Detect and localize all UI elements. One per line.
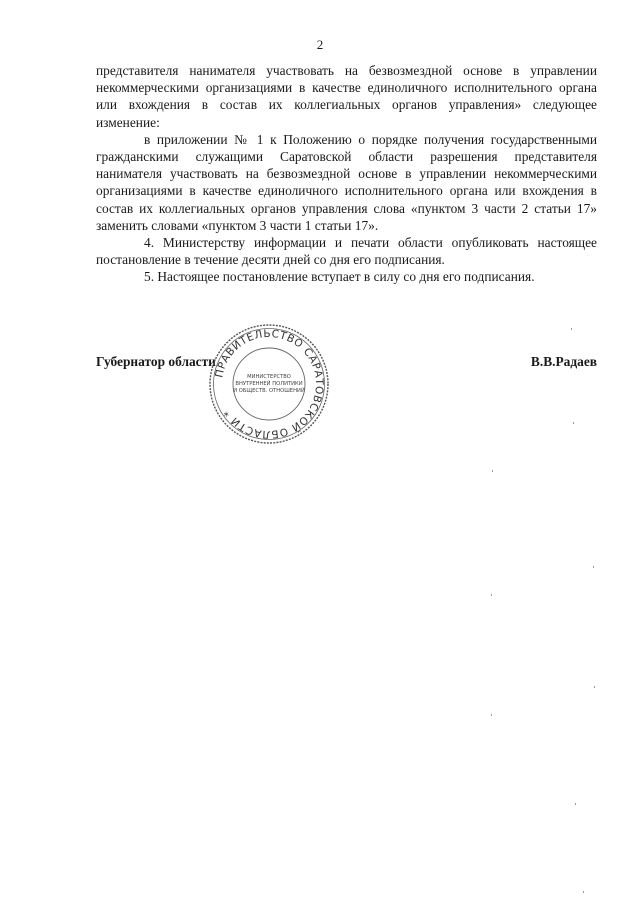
scan-speck xyxy=(491,714,492,716)
scan-speck xyxy=(573,422,574,424)
scan-speck xyxy=(571,328,572,330)
seal-center-line-3: И ОБЩЕСТВ. ОТНОШЕНИЙ xyxy=(233,388,305,394)
document-body xyxy=(96,62,597,286)
scan-speck xyxy=(583,891,584,893)
seal-center-line-2: ВНУТРЕННЕЙ ПОЛИТИКИ xyxy=(235,381,303,387)
scan-speck xyxy=(492,470,493,472)
official-seal xyxy=(207,322,331,446)
seal-ring-text: ПРАВИТЕЛЬСТВО САРАТОВСКОЙ ОБЛАСТИ * xyxy=(213,327,326,441)
paragraph-amendment: в приложении № 1 к Положению о порядке получения государственными гражданскими служащими Саратовской области разрешения представителя нанимателя участвовать на безвозмездной основе в управлении некоммерческими организациями в качестве единоличного исполнительного органа или вхождения в состав их коллегиальных органов управления слова «пунктом 3 части 2 статьи 17» заменить словами «пунктом 3 части 1 статьи 17». xyxy=(96,131,597,233)
scan-speck xyxy=(491,594,492,596)
seal-center-line-1: МИНИСТЕРСТВО xyxy=(247,374,291,380)
signatory-name: В.В.Радаев xyxy=(530,354,597,369)
seal-graphic xyxy=(207,322,331,446)
scan-speck xyxy=(575,803,576,805)
paragraph-4: 4. Министерству информации и печати области опубликовать настоящее постановление в течение десяти дней со дня его подписания. xyxy=(96,235,597,268)
page-number: 2 xyxy=(316,37,324,52)
scan-speck xyxy=(593,566,594,568)
scan-speck xyxy=(594,686,595,688)
signatory-title: Губернатор области xyxy=(96,354,216,369)
paragraph-5: 5. Настоящее постановление вступает в силу со дня его подписания. xyxy=(144,269,535,285)
paragraph-continuation: представителя нанимателя участвовать на безвозмездной основе в управлении некоммерческими организациями в качестве единоличного исполнительного органа или вхождения в состав их коллегиальных органов управления» следующее изменение: xyxy=(96,63,597,130)
